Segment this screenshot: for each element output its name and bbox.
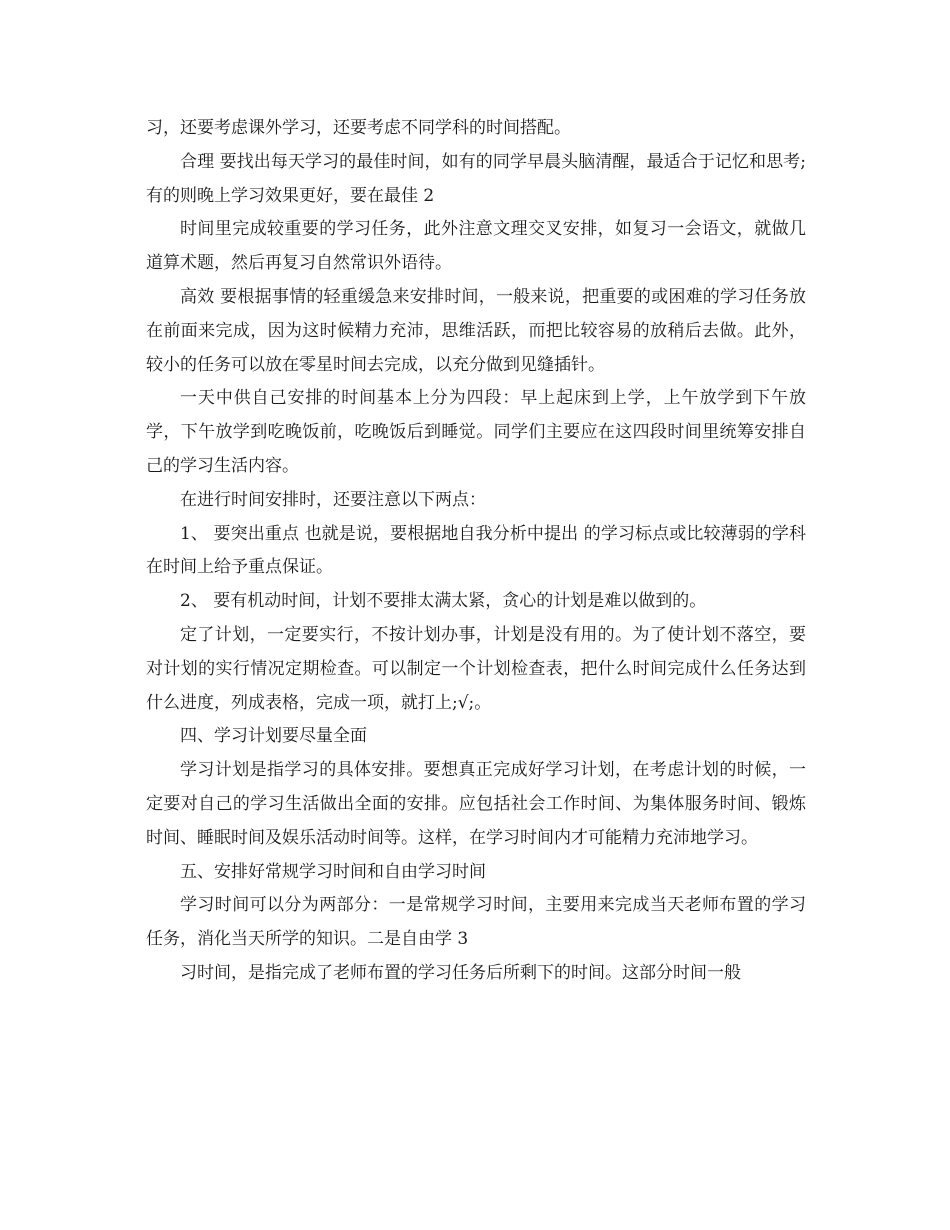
paragraph: 一天中供自己安排的时间基本上分为四段：早上起床到上学，上午放学到下午放学，下午放学到吃晚饭前，吃晚饭后到睡觉。同学们主要应在这四段时间里统筹安排自己的学习生活内容。 <box>146 388 806 476</box>
paragraph: 学习计划是指学习的具体安排。要想真正完成好学习计划，在考虑计划的时候，一定要对自己的学习生活做出全面的安排。应包括社会工作时间、为集体服务时间、锻炼时间、睡眠时间及娱乐活动时间等。这样，在学习时间内才可能精力充沛地学习。 <box>146 760 806 848</box>
list-item: 1、 要突出重点 也就是说，要根据地自我分析中提出 的学习标点或比较薄弱的学科在时间上给予重点保证。 <box>146 523 806 578</box>
paragraph: 合理 要找出每天学习的最佳时间，如有的同学早晨头脑清醒，最适合于记忆和思考;有的则晚上学习效果更好，要在最佳 2 <box>146 151 806 206</box>
section-heading: 四、学习计划要尽量全面 <box>180 726 367 747</box>
list-item: 2、 要有机动时间，计划不要排太满太紧，贪心的计划是难以做到的。 <box>180 591 707 612</box>
paragraph: 习，还要考虑课外学习，还要考虑不同学科的时间搭配。 <box>146 118 571 138</box>
paragraph: 习时间，是指完成了老师布置的学习任务后所剩下的时间。这部分时间一般 <box>180 962 741 983</box>
document-body <box>146 112 806 991</box>
paragraph: 学习时间可以分为两部分：一是常规学习时间，主要用来完成当天老师布置的学习任务，消化当天所学的知识。二是自由学 3 <box>146 895 806 950</box>
paragraph: 定了计划，一定要实行，不按计划办事，计划是没有用的。为了使计划不落空，要对计划的实行情况定期检查。可以制定一个计划检查表，把什么时间完成什么任务达到什么进度，列成表格，完成一项，就打上;√;。 <box>146 624 806 713</box>
paragraph: 时间里完成较重要的学习任务，此外注意文理交叉安排，如复习一会语文，就做几道算术题，然后再复习自然常识外语待。 <box>146 219 806 274</box>
paragraph: 高效 要根据事情的轻重缓急来安排时间，一般来说，把重要的或困难的学习任务放在前面来完成，因为这时候精力充沛，思维活跃，而把比较容易的放稍后去做。此外，较小的任务可以放在零星时间去完成，以充分做到见缝插针。 <box>146 286 806 375</box>
section-heading: 五、安排好常规学习时间和自由学习时间 <box>180 861 486 882</box>
paragraph: 在进行时间安排时，还要注意以下两点： <box>180 489 486 510</box>
